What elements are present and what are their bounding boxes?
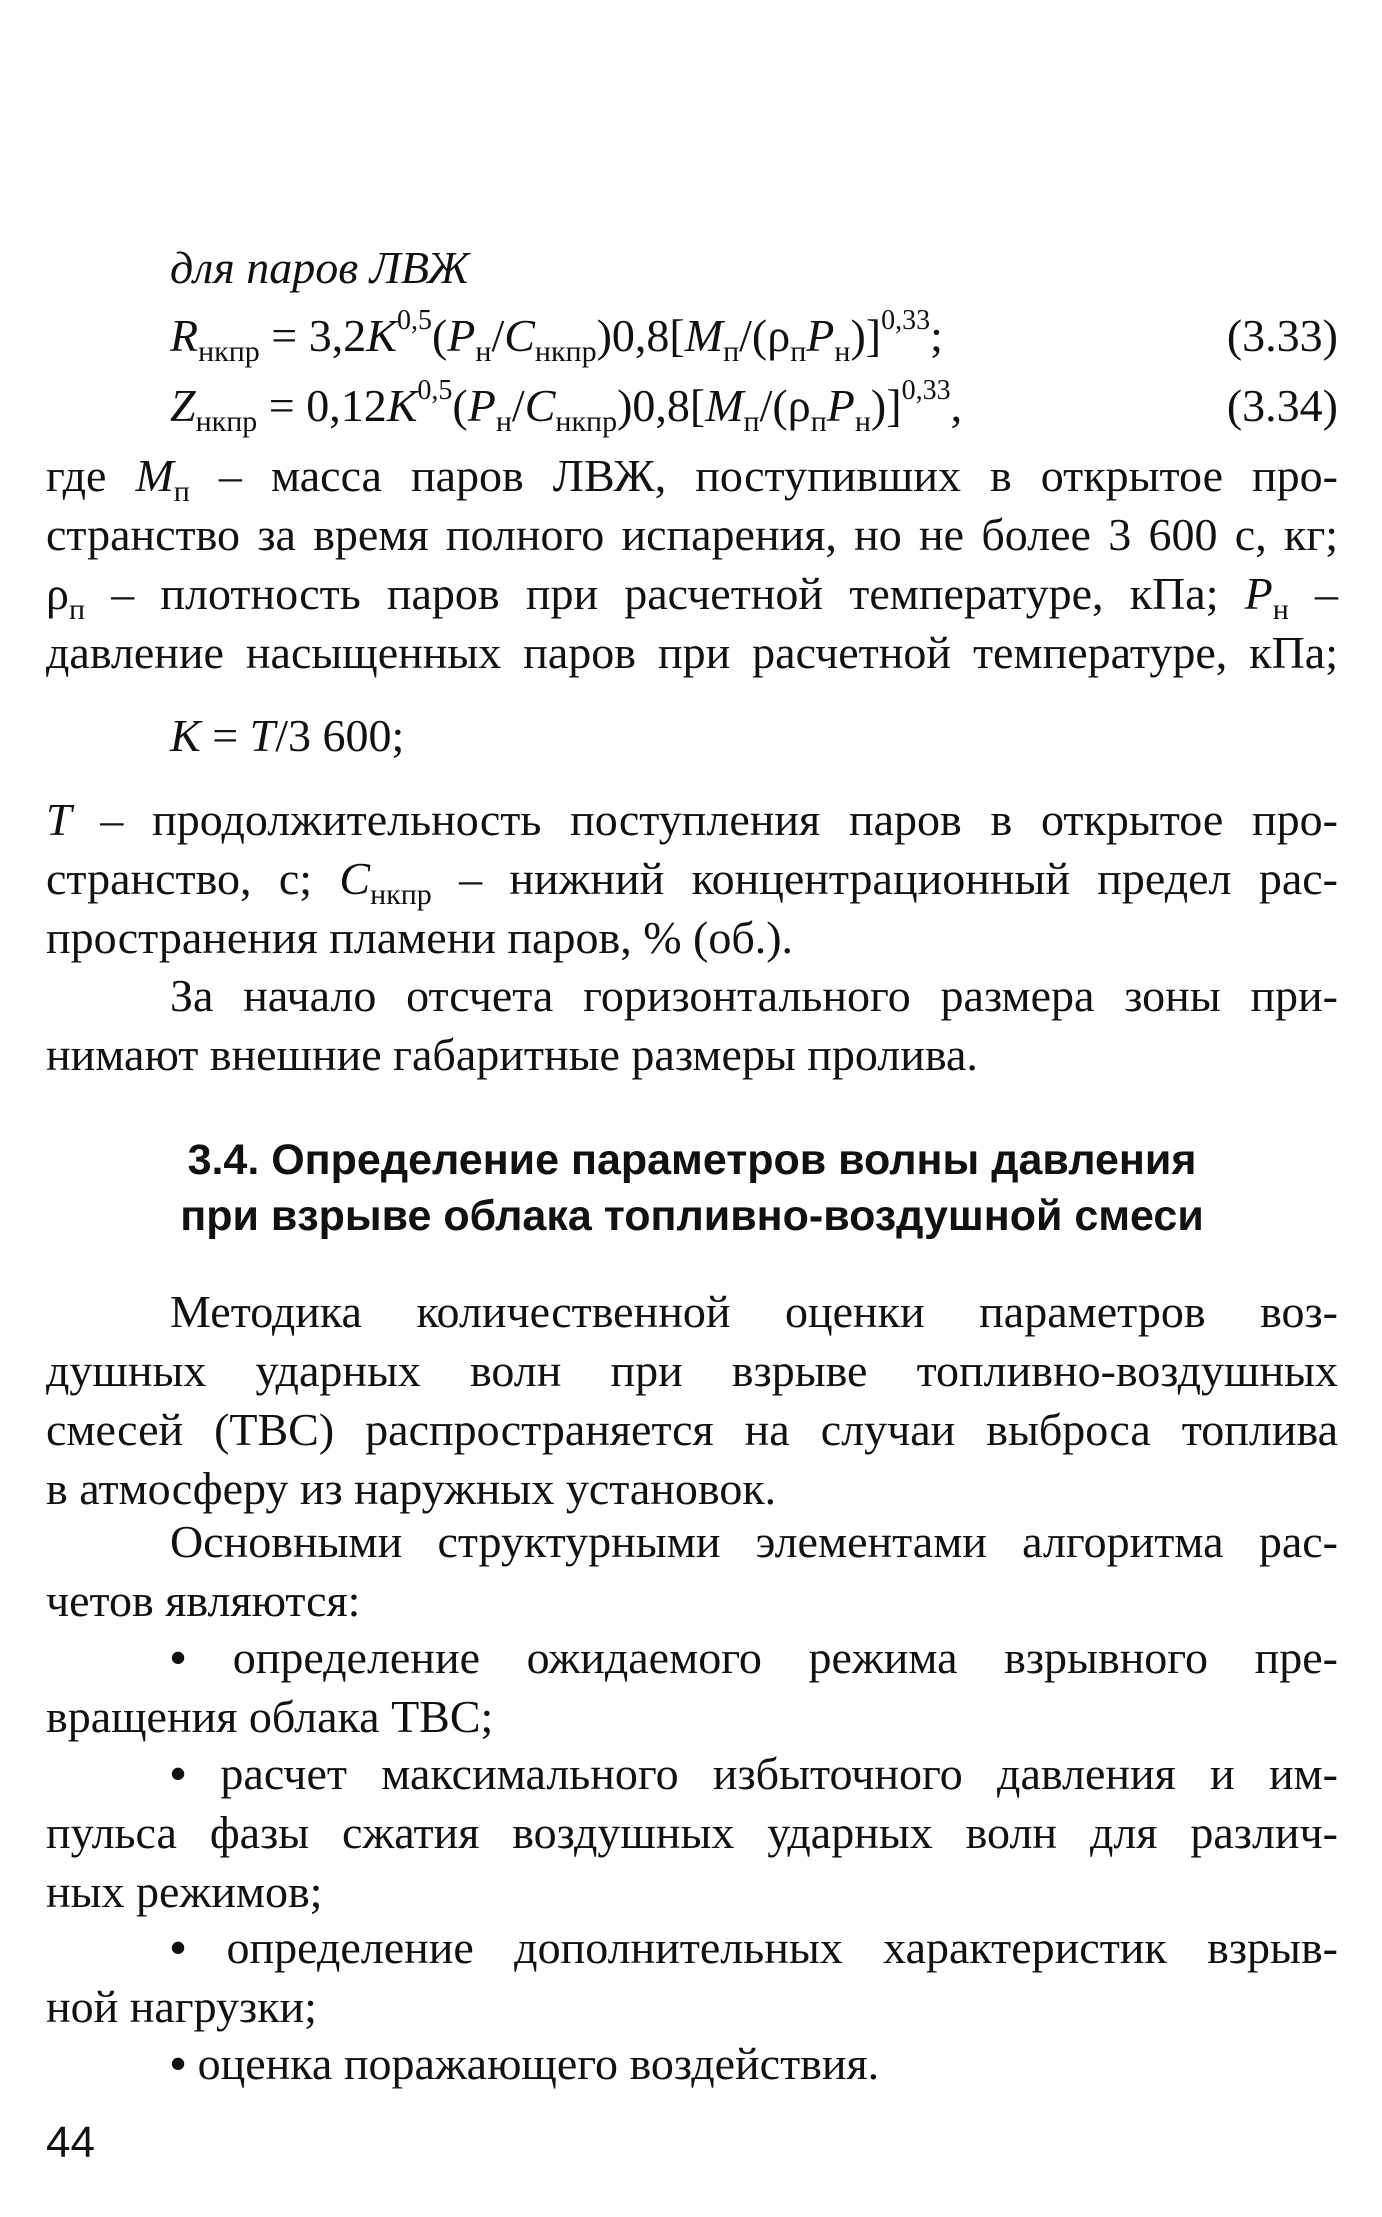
section-heading — [46, 1132, 1338, 1244]
where-paragraph: где $M_п$ – масса паров ЛВЖ, поступивших в открытое про- странство за время полного испарения, но не более 3 600 с, кг; $\rho_п$ – плотность паров при расчетной температуре, кПа; $P_н$ – давление насыщенных паров при расчетной температуре, кПа; — [46, 450, 1339, 678]
bullet-icon: • — [170, 1632, 187, 1683]
formula-3-33-expression: $R_{нкпр} = 3,2K^{0,5}(P_н/C_{нкпр})0,8[M_п/(\rho_пP_н)]^{0,33}$; — [170, 305, 943, 368]
bullet-item-3: • определение дополнительных характеристик взрыв- ной нагрузки; — [46, 1922, 1338, 2032]
method-paragraph: Методика количественной оценки параметров воз- душных ударных волн при взрыве топливно-воздушных смесей (ТВС) распространяется на случаи выброса топлива в атмосферу из наружных установок. — [46, 1286, 1338, 1514]
section-heading-line-1: 3.4. Определение параметров волны давления — [187, 1136, 1197, 1184]
bullet-icon: • — [170, 1748, 187, 1799]
intro-label: для паров ЛВЖ — [170, 242, 470, 293]
bullet-item-1: • определение ожидаемого режима взрывного пре- вращения облака ТВС; — [46, 1632, 1338, 1742]
elements-paragraph: Основными структурными элементами алгоритма рас- четов являются: — [46, 1516, 1338, 1626]
bullet-icon: • — [170, 2038, 187, 2089]
bullet-item-4: • оценка поражающего воздействия. — [170, 2038, 880, 2089]
equation-number-3-33: (3.33) — [1226, 310, 1338, 361]
page-number: 44 — [46, 2118, 95, 2167]
formula-3-34-expression: $Z_{нкпр} = 0,12K^{0,5}(P_н/C_{нкпр})0,8[M_п/(\rho_пP_н)]^{0,33}$, — [170, 375, 963, 438]
section-heading-line-2: при взрыве облака топливно-воздушной смеси — [180, 1192, 1204, 1240]
t-paragraph: T – продолжительность поступления паров в открытое про- странство, с; $C_{нкпр}$ – нижний концентрационный предел рас- пространения пламени паров, % (об.). — [46, 794, 1338, 963]
bullet-item-2: • расчет максимального избыточного давления и им- пульса фазы сжатия воздушных ударных волн для различ- ных режимов; — [46, 1748, 1338, 1917]
k-formula: K = T/3 600; — [170, 710, 405, 761]
equation-number-3-34: (3.34) — [1226, 380, 1338, 431]
bullet-icon: • — [170, 1922, 187, 1973]
zone-start-paragraph: За начало отсчета горизонтального размера зоны при- нимают внешние габаритные размеры пролива. — [46, 970, 1338, 1080]
